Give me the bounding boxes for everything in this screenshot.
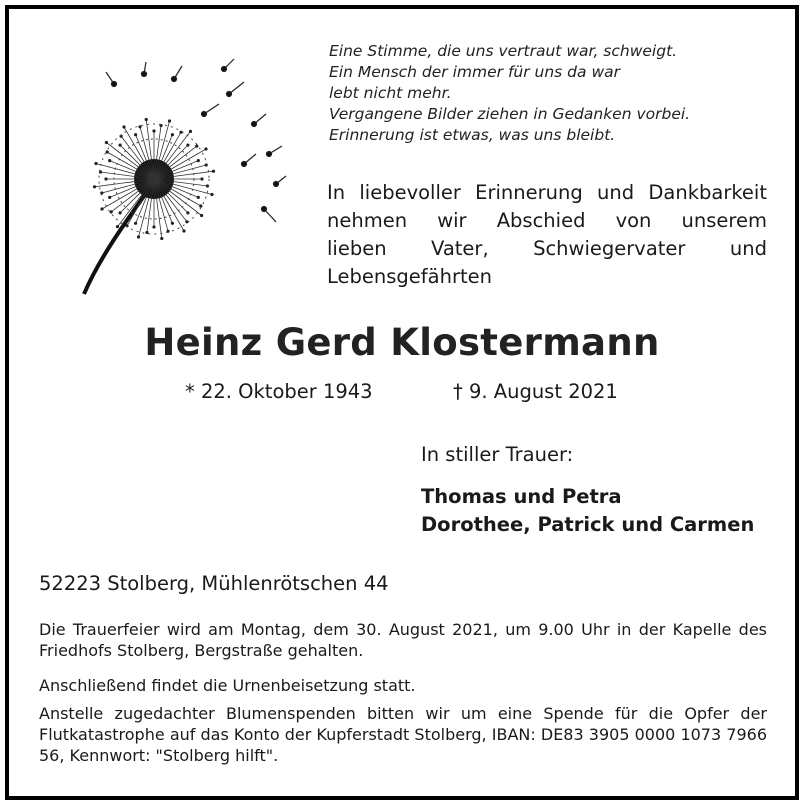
intro-line: nehmen wir Abschied von unserem (327, 209, 767, 232)
poem-line: Erinnerung ist etwas, was uns bleibt. (329, 126, 616, 144)
obituary-frame (5, 5, 799, 800)
birth-date: * 22. Oktober 1943 (185, 380, 373, 403)
burial-info: Anschließend findet die Urnenbeisetzung statt. (39, 676, 416, 695)
dandelion-icon (54, 54, 294, 299)
poem-line: Eine Stimme, die uns vertraut war, schweigt. (329, 42, 678, 60)
intro-line: Lebensgefährten (327, 265, 492, 288)
mourner-line: Dorothee, Patrick und Carmen (421, 513, 755, 536)
intro-line: lieben Vater, Schwiegervater und (327, 237, 767, 260)
poem-line: Vergangene Bilder ziehen in Gedanken vorbei. (329, 105, 691, 123)
poem-line: Ein Mensch der immer für uns da war (329, 63, 620, 81)
donation-info: Anstelle zugedachter Blumenspenden bitten wir um eine Spende für die Opfer der Flutkatastrophe auf das Konto der Kupferstadt Stolberg, IBAN: DE83 3905 0000 1073 7966 56, Kennwort: "Stolberg hilft". (39, 704, 767, 765)
mourner-line: Thomas und Petra (421, 485, 622, 508)
death-date: † 9. August 2021 (453, 380, 618, 403)
intro-line: In liebevoller Erinnerung und Dankbarkeit (327, 181, 767, 204)
mourners-heading: In stiller Trauer: (421, 443, 574, 466)
poem (329, 41, 690, 146)
funeral-info: Die Trauerfeier wird am Montag, dem 30. August 2021, um 9.00 Uhr in der Kapelle des Friedhofs Stolberg, Bergstraße gehalten. (39, 620, 767, 660)
intro-text (327, 179, 767, 291)
address: 52223 Stolberg, Mühlenrötschen 44 (39, 572, 389, 595)
deceased-name: Heinz Gerd Klostermann (144, 321, 660, 364)
poem-line: lebt nicht mehr. (329, 84, 452, 102)
